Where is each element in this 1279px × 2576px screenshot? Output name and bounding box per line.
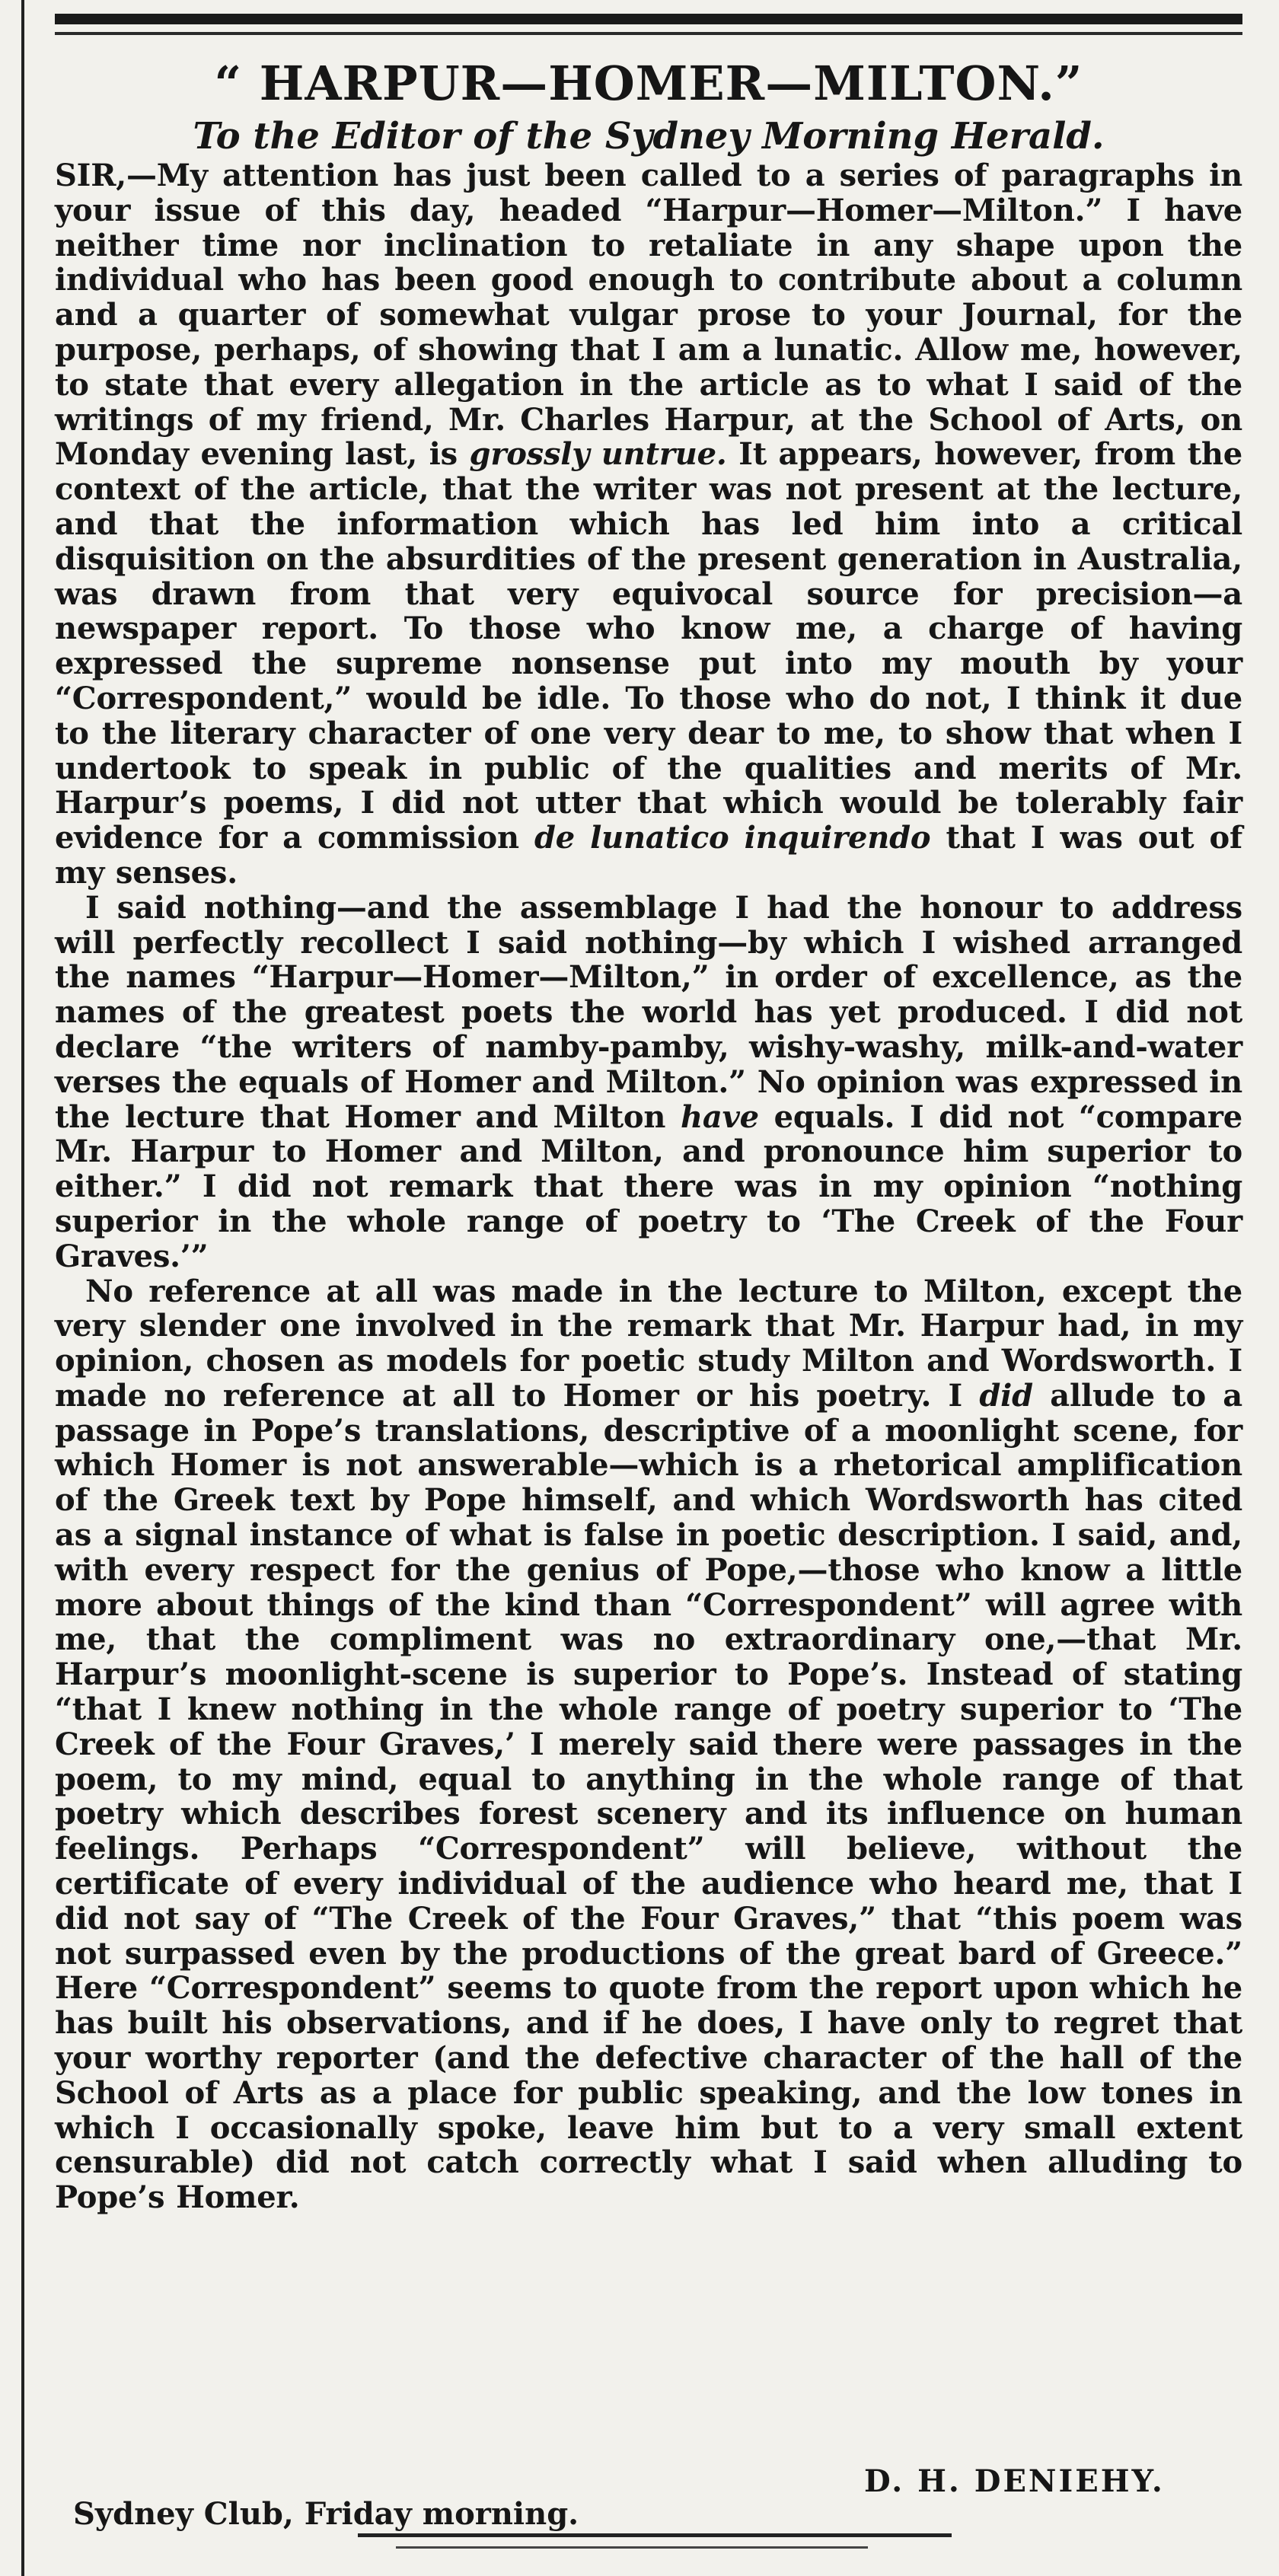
text-run: No reference at all was made in the lecture to Milton, except the very slender one involved in the remark that Mr. Harpur had, in my opinion, chosen as models for poetic study Milton and Wordsworth. I made no reference at all to Homer or his poetry. I bbox=[55, 1273, 1242, 1414]
italic-run: de lunatico inquirendo bbox=[534, 820, 931, 856]
paragraph-1 bbox=[55, 158, 1242, 891]
text-run: It appears, however, from the context of the article, that the writer was not present at the lecture, and that the information which has led him into a critical disquisition on the absurdities of the present generation in Australia, was drawn from that very equivocal source for precision—a newspaper report. To those who know me, a charge of having expressed the supreme nonsense put into my mouth by your “Correspondent,” would be idle. To those who do not, I think it due to the literary character of one very dear to me, to show that when I undertook to speak in public of the qualities and merits of Mr. Harpur’s poems, I did not utter that which would be tolerably fair evidence for a commission bbox=[55, 436, 1242, 856]
italic-run: grossly untrue. bbox=[469, 436, 727, 473]
italic-run: did bbox=[979, 1377, 1033, 1414]
top-rule-thin bbox=[55, 32, 1242, 35]
dateline: Sydney Club, Friday morning. bbox=[73, 2496, 579, 2532]
text-run: that I was out of my senses. bbox=[55, 820, 1242, 891]
text-run: equals. I did not “compare Mr. Harpur to Homer and Milton, and pronounce him superior to either.” I did not remark that there was in my opinion “nothing superior in the whole range of poetry to ‘The Creek of the Four Graves.’” bbox=[55, 1098, 1242, 1274]
bottom-rule-thin bbox=[396, 2546, 868, 2549]
text-run: SIR,—My attention has just been called to a series of paragraphs in your issue of this day, headed “Harpur—Homer—Milton.” I have neither time nor inclination to retaliate in any shape upon the individual who has been good enough to contribute about a column and a quarter of somewhat vulgar prose to your Journal, for the purpose, perhaps, of showing that I am a lunatic. Allow me, however, to state that every allegation in the article as to what I said of the writings of my friend, Mr. Charles Harpur, at the School of Arts, on Monday evening last, is bbox=[55, 158, 1242, 473]
left-column-rule bbox=[21, 0, 24, 2576]
paragraph-3 bbox=[55, 1274, 1242, 2216]
italic-run: have bbox=[680, 1098, 759, 1135]
author-signature: D. H. DENIEHY. bbox=[864, 2463, 1165, 2499]
text-run: I said nothing—and the assemblage I had the honour to address will perfectly recollect I said nothing—by which I wished arranged the names “Harpur—Homer—Milton,” in order of excellence, as the names of the greatest poets the world has yet produced. I did not declare “the writers of namby-pamby, wishy-washy, milk-and-water verses the equals of Homer and Milton.” No opinion was expressed in the lecture that Homer and Milton bbox=[55, 889, 1242, 1135]
article-column bbox=[55, 44, 1242, 2215]
article-headline: “ HARPUR—HOMER—MILTON.” bbox=[214, 56, 1083, 111]
paragraph-2 bbox=[55, 891, 1242, 1274]
text-run: allude to a passage in Pope’s translations, descriptive of a moonlight scene, for which Homer is not answerable—which is a rhetorical amplification of the Greek text by Pope himself, and which Wordsworth has cited as a signal instance of what is false in poetic description. I said, and, with every respect for the genius of Pope,—those who know a little more about things of the kind than “Correspondent” will agree with me, that the compliment was no extraordinary one,—that Mr. Harpur’s moonlight-scene is superior to Pope’s. Instead of stating “that I knew nothing in the whole range of poetry superior to ‘The Creek of the Four Graves,’ I merely said there were passages in the poem, to my mind, equal to anything in the whole range of that poetry which describes forest scenery and its influence on human feelings. Perhaps “Correspondent” will believe, without the certificate of every individual of the audience who heard me, that I did not say of “The Creek of the Four Graves,” that “this poem was not surpassed even by the productions of the great bard of Greece.” Here “Correspondent” seems to quote from the report upon which he has built his observations, and if he does, I have only to regret that your worthy reporter (and the defective character of the hall of the School of Arts as a place for public speaking, and the low tones in which I occasionally spoke, leave him but to a very small extent censurable) did not catch correctly what I said when alluding to Pope’s Homer. bbox=[55, 1377, 1242, 2216]
bottom-rule bbox=[358, 2533, 952, 2537]
top-rule bbox=[55, 14, 1242, 24]
article-subhead: To the Editor of the Sydney Morning Herald. bbox=[193, 115, 1105, 158]
